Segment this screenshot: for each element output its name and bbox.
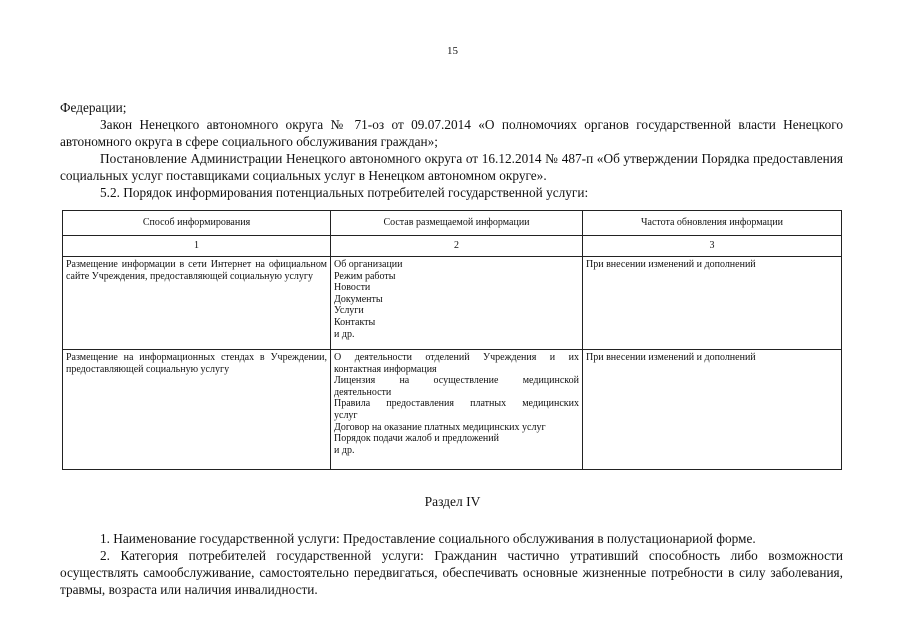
content-line: Об организации: [334, 259, 403, 270]
column-number-2: 2: [331, 236, 583, 257]
header-content: Состав размещаемой информации: [331, 211, 583, 236]
frequency-cell: При внесении изменений и дополнений: [583, 350, 842, 470]
intro-paragraph-3: Постановление Администрации Ненецкого автономного округа от 16.12.2014 № 487-п «Об утверждении Порядка предоставления социальных услуг поставщиками социальных услуг в Ненецком автономном округе».: [60, 151, 843, 183]
content-line: Договор на оказание платных медицинских услуг: [334, 421, 546, 433]
content-line: Услуги: [334, 305, 364, 317]
header-frequency: Частота обновления информации: [583, 211, 842, 236]
content-line: деятельности: [334, 386, 392, 398]
method-cell: Размещение информации в сети Интернет на официальном сайте Учреждения, предоставляющей социальную услугу: [63, 257, 331, 350]
intro-text: [60, 99, 843, 201]
column-number-1: 1: [63, 236, 331, 257]
content-line: Лицензия на осуществление медицинской: [334, 375, 579, 387]
table-number-row: [63, 236, 842, 257]
header-method: Способ информирования: [63, 211, 331, 236]
content-line: Документы: [334, 293, 383, 305]
content-cell: [331, 350, 583, 470]
closing-paragraph-1: 1. Наименование государственной услуги: Предоставление социального обслуживания в полустационариой форме.: [100, 531, 756, 546]
intro-paragraph-1: Федерации;: [60, 100, 127, 115]
method-cell: Размещение на информационных стендах в Учреждении, предоставляющей социальную услугу: [63, 350, 331, 470]
content-line: Контакты: [334, 316, 376, 328]
content-line: и др.: [334, 444, 355, 456]
closing-text: [60, 530, 843, 598]
content-line: Правила предоставления платных медицинских: [334, 398, 579, 410]
table-row: [63, 257, 842, 350]
page-number: 15: [447, 45, 458, 57]
content-line: и др.: [334, 328, 355, 340]
content-line: Режим работы: [334, 270, 396, 282]
column-number-3: 3: [583, 236, 842, 257]
content-line: Порядок подачи жалоб и предложений: [334, 433, 499, 445]
content-line: О деятельности отделений Учреждения и их: [334, 352, 579, 363]
intro-paragraph-2: Закон Ненецкого автономного округа № 71-оз от 09.07.2014 «О полномочиях органов государственной власти Ненецкого автономного округа в сфере социального обслуживания граждан»;: [60, 117, 843, 149]
intro-paragraph-4: 5.2. Порядок информирования потенциальных потребителей государственной услуги:: [100, 185, 589, 200]
content-line: Новости: [334, 282, 371, 294]
content-cell: [331, 257, 583, 350]
table-header-row: [63, 211, 842, 236]
content-line: контактная информация: [334, 363, 437, 375]
information-table: [62, 210, 842, 470]
frequency-cell: При внесении изменений и дополнений: [583, 257, 842, 350]
content-line: услуг: [334, 409, 358, 421]
section-title: Раздел IV: [424, 494, 481, 509]
closing-paragraph-2: 2. Категория потребителей государственной услуги: Гражданин частично утративший способность либо возможности осуществлять самообслуживание, самостоятельно передвигаться, обеспечивать основные жизненные потребности в силу заболевания, травмы, возраста или наличия инвалидности.: [60, 548, 843, 597]
table-row: [63, 350, 842, 470]
